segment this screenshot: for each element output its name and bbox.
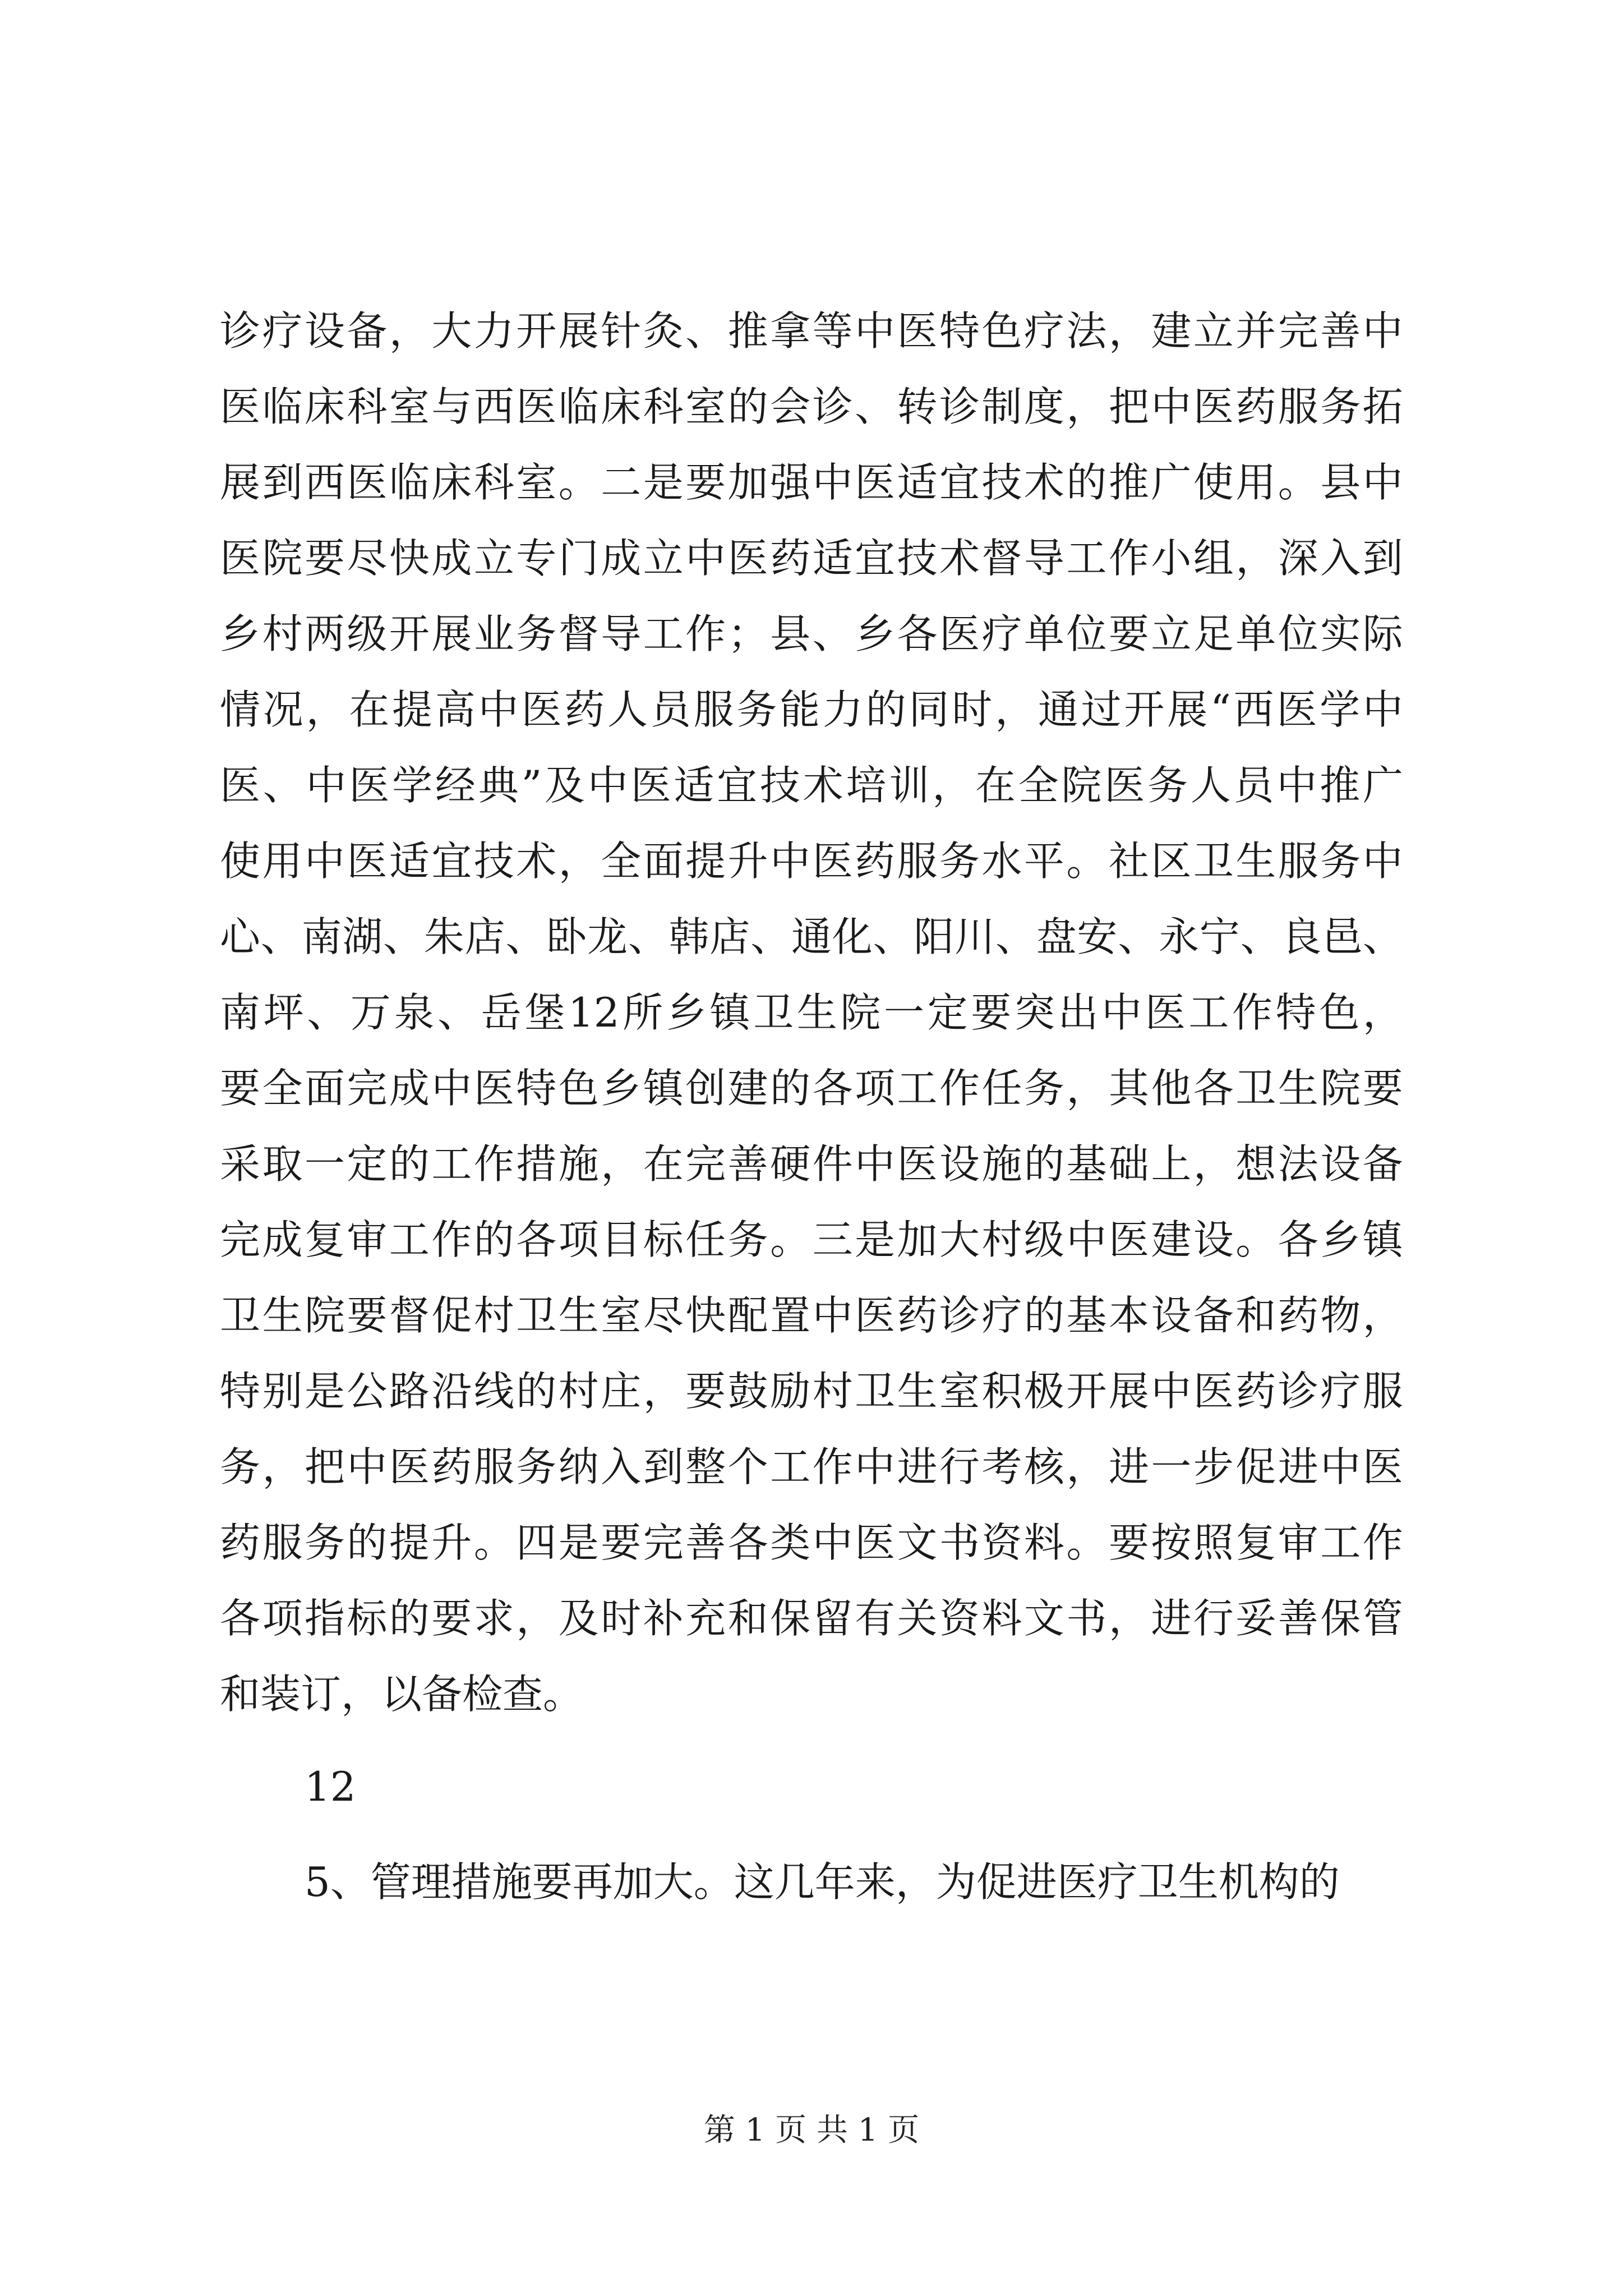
line-text: 使 用 中 医 适 宜 技 术 ， 全 面 提 升 中 医 药 服 务 水 平 。 社 区 卫 生 服 务 中 xyxy=(220,838,1403,885)
line-text: 南 坪 、 万 泉 、 岳 堡 12 所 乡 镇 卫 生 院 一 定 要 突 出 中 医 工 作 特 色 ， xyxy=(220,989,1403,1036)
number-text: 12 xyxy=(305,1763,356,1810)
text-line xyxy=(0,1279,1623,1352)
heading-line xyxy=(0,1846,1623,1918)
text-line xyxy=(0,1582,1623,1655)
text-line xyxy=(0,295,1623,367)
text-line xyxy=(0,1052,1623,1125)
line-text: 要 全 面 完 成 中 医 特 色 乡 镇 创 建 的 各 项 工 作 任 务 ， 其 他 各 卫 生 院 要 xyxy=(220,1065,1403,1112)
line-text: 各 项 指 标 的 要 求 ， 及 时 补 充 和 保 留 有 关 资 料 文 书 ， 进 行 妥 善 保 管 xyxy=(220,1595,1403,1642)
line-text: 医 院 要 尽 快 成 立 专 门 成 立 中 医 药 适 宜 技 术 督 导 工 作 小 组 ， 深 入 到 xyxy=(220,535,1403,582)
line-text: 特 别 是 公 路 沿 线 的 村 庄 ， 要 鼓 励 村 卫 生 室 积 极 开 展 中 医 药 诊 疗 服 xyxy=(220,1368,1403,1415)
heading-text: 5、管理措施要再加大。这几年来，为促进医疗卫生机构的 xyxy=(305,1858,1340,1906)
text-line xyxy=(0,900,1623,973)
line-text: 医 临 床 科 室 与 西 医 临 床 科 室 的 会 诊 、 转 诊 制 度 ， 把 中 医 药 服 务 拓 xyxy=(220,383,1403,430)
number-line xyxy=(0,1750,1623,1823)
text-line xyxy=(0,1128,1623,1200)
text-line xyxy=(0,976,1623,1049)
line-text: 心 、 南 湖 、 朱 店 、 卧 龙 、 韩 店 、 通 化 、 阳 川 、 盘 安 、 永 宁 、 良 邑 、 xyxy=(220,913,1403,960)
line-text: 采 取 一 定 的 工 作 措 施 ， 在 完 善 硬 件 中 医 设 施 的 基 础 上 ， 想 法 设 备 xyxy=(220,1140,1403,1188)
line-text: 和装订，以备检查。 xyxy=(220,1671,584,1718)
text-line xyxy=(0,1355,1623,1428)
text-line xyxy=(0,1203,1623,1276)
text-line xyxy=(0,825,1623,898)
line-text: 乡 村 两 级 开 展 业 务 督 导 工 作 ； 县 、 乡 各 医 疗 单 位 要 立 足 单 位 实 际 xyxy=(220,610,1403,657)
text-line xyxy=(0,673,1623,746)
page-footer: 第 1 页 共 1 页 xyxy=(703,2112,920,2148)
text-line xyxy=(0,446,1623,519)
line-text: 卫 生 院 要 督 促 村 卫 生 室 尽 快 配 置 中 医 药 诊 疗 的 基 本 设 备 和 药 物 ， xyxy=(220,1292,1403,1339)
text-line xyxy=(0,1506,1623,1579)
text-line xyxy=(0,1430,1623,1503)
text-line xyxy=(0,597,1623,670)
line-text: 药 服 务 的 提 升 。 四 是 要 完 善 各 类 中 医 文 书 资 料 。 要 按 照 复 审 工 作 xyxy=(220,1519,1403,1566)
line-text: 诊 疗 设 备 ， 大 力 开 展 针 灸 、 推 拿 等 中 医 特 色 疗 法 ， 建 立 并 完 善 中 xyxy=(220,307,1403,355)
text-line xyxy=(0,370,1623,443)
text-line xyxy=(0,522,1623,595)
line-text: 情 况 ， 在 提 高 中 医 药 人 员 服 务 能 力 的 同 时 ， 通 过 开 展 “ 西 医 学 中 xyxy=(220,686,1403,733)
text-line xyxy=(0,1658,1623,1731)
line-text: 务 ， 把 中 医 药 服 务 纳 入 到 整 个 工 作 中 进 行 考 核 ， 进 一 步 促 进 中 医 xyxy=(220,1443,1403,1490)
line-text: 完 成 复 审 工 作 的 各 项 目 标 任 务 。 三 是 加 大 村 级 中 医 建 设 。 各 乡 镇 xyxy=(220,1216,1403,1263)
text-line xyxy=(0,749,1623,822)
line-text: 展 到 西 医 临 床 科 室 。 二 是 要 加 强 中 医 适 宜 技 术 的 推 广 使 用 。 县 中 xyxy=(220,459,1403,506)
line-text: 医 、 中 医 学 经 典 ” 及 中 医 适 宜 技 术 培 训 ， 在 全 院 医 务 人 员 中 推 广 xyxy=(220,762,1403,809)
